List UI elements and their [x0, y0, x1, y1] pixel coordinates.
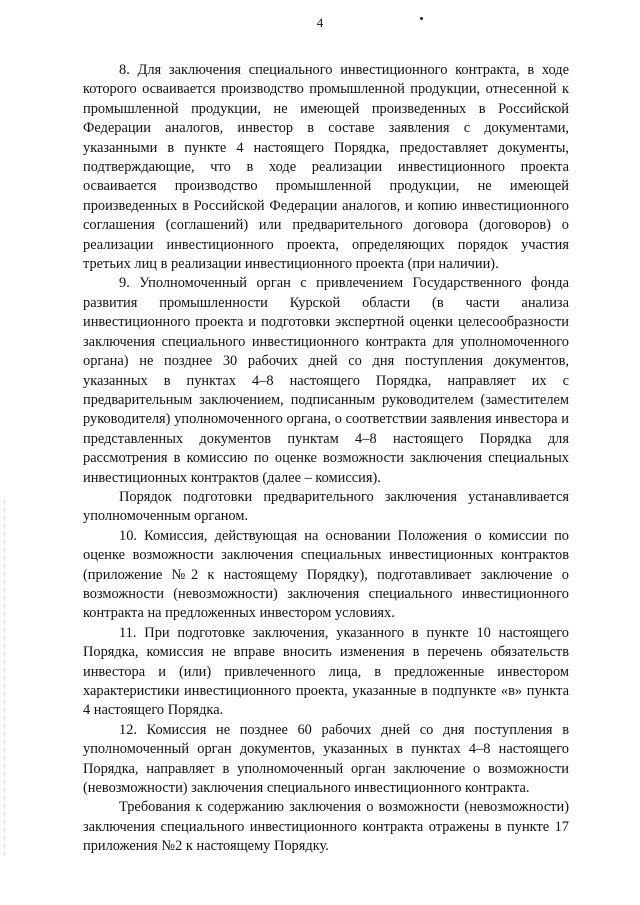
paragraph-12-note: Требования к содержанию заключения о возможности (невозможности) заключения специального инвестиционного контракта отражены в пункте 17 приложения №2 к настоящему Порядку.: [83, 799, 569, 855]
document-body: [83, 61, 569, 857]
paragraph-9-note: Порядок подготовки предварительного заключения устанавливается уполномоченным органом.: [83, 488, 569, 525]
paragraph-11: 11. При подготовке заключения, указанного в пункте 10 настоящего Порядка, комиссия не вправе вносить изменения в перечень обязательств инвестора и (или) привлеченного лица, в предложенные инвестором характеристики инвестиционного проекта, указанные в подпункте «в» пункта 4 настоящего Порядка.: [83, 624, 569, 719]
paragraph-10: 10. Комиссия, действующая на основании Положения о комиссии по оценке возможности заключения специальных инвестиционных контрактов (приложение №2 к настоящему Порядку), подготавливает заключение о возможности (невозможности) заключения специального инвестиционного контракта на предложенных инвестором условиях.: [83, 527, 569, 622]
page-number: 4: [316, 15, 324, 30]
scan-speck: [420, 17, 423, 20]
paragraph-9: 9. Уполномоченный орган с привлечением Государственного фонда развития промышленности Курской области (в части анализа инвестиционного проекта и подготовки экспертной оценки целесообразности заключения специального инвестиционного контракта для уполномоченного органа) не позднее 30 рабочих дней со дня поступления документов, указанных в пунктах 4–8 настоящего Порядка, направляет их с предварительным заключением, подписанным руководителем (заместителем руководителя) уполномоченного органа, о соответствии заявления инвестора и представленных документов пунктам 4–8 настоящего Порядка для рассмотрения в комиссию по оценке возможности заключения специальных инвестиционных контрактов (далее – комиссия).: [83, 275, 569, 486]
paragraph-12: 12. Комиссия не позднее 60 рабочих дней со дня поступления в уполномоченный орган документов, указанных в пунктах 4–8 настоящего Порядка, направляет в уполномоченный орган заключение о возможности (невозможности) заключения специального инвестиционного контракта.: [83, 721, 569, 797]
scan-edge-mark: [4, 500, 5, 860]
paragraph-8: 8. Для заключения специального инвестиционного контракта, в ходе которого осваивается производство промышленной продукции, отнесенной к промышленной продукции, не имеющей произведенных в Российской Федерации аналогов, инвестор в составе заявления с документами, указанными в пункте 4 настоящего Порядка, предоставляет документы, подтверждающие, что в ходе реализации инвестиционного проекта осваивается производство промышленной продукции, не имеющей произведенных в Российской Федерации аналогов, и копию инвестиционного соглашения (соглашений) или предварительного договора (договоров) о реализации инвестиционного проекта, определяющих порядок участия третьих лиц в реализации инвестиционного проекта (при наличии).: [83, 62, 569, 273]
